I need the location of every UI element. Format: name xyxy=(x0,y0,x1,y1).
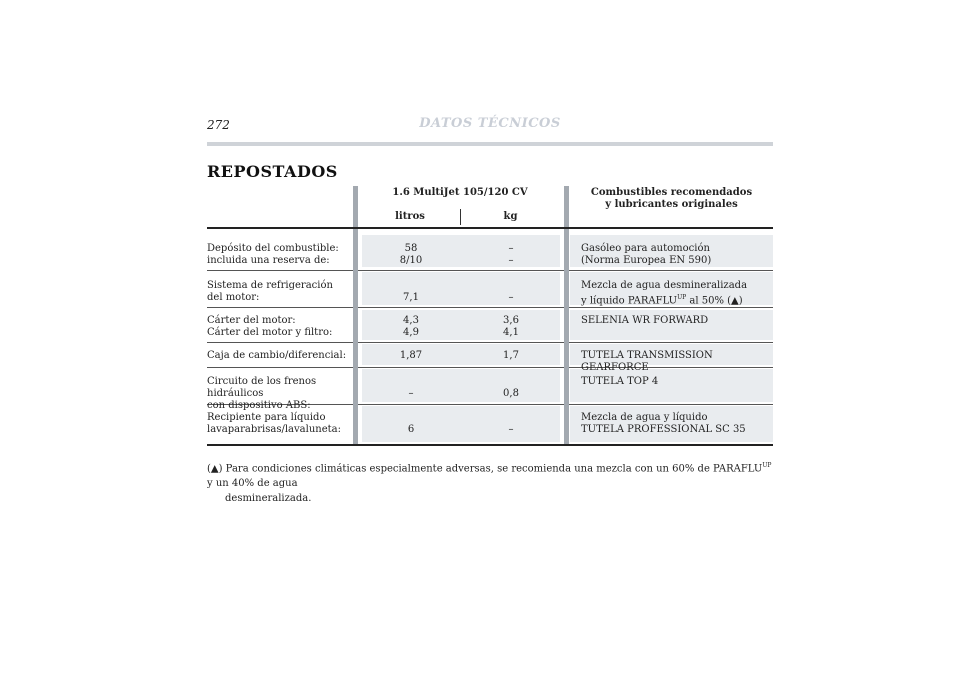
fuel-value xyxy=(581,280,771,307)
row-label xyxy=(207,243,352,267)
fuel-line: TUTELA TRANSMISSION GEARFORCE xyxy=(581,350,713,373)
kg-value xyxy=(462,350,560,362)
fuel-value xyxy=(581,315,771,327)
liters-line: 4,3 xyxy=(403,315,419,326)
kg-value xyxy=(462,412,560,436)
fuel-line: Mezcla de agua desmineralizada xyxy=(581,280,748,291)
row-label-line: incluida una reserva de: xyxy=(207,255,330,266)
liters-line: 58 xyxy=(404,243,418,254)
kg-line: – xyxy=(508,292,514,303)
section-title: REPOSTADOS xyxy=(207,162,338,181)
vertical-bar-left xyxy=(353,186,358,446)
fuel-line: Gasóleo para automoción xyxy=(581,243,710,254)
kg-line: 0,8 xyxy=(503,388,519,399)
kg-line: – xyxy=(508,243,514,254)
liters-line: 8/10 xyxy=(399,255,423,266)
liters-value xyxy=(362,412,460,436)
kg-value xyxy=(462,315,560,339)
liters-line: – xyxy=(408,388,414,399)
liters-line xyxy=(362,412,460,424)
row-label-line: del motor: xyxy=(207,292,260,303)
fuel-text: al 50% (▲) xyxy=(686,295,743,307)
kg-value xyxy=(462,243,560,267)
row-label-line: Cárter del motor y filtro: xyxy=(207,327,333,338)
liters-line: 7,1 xyxy=(403,292,419,303)
kg-line: 3,6 xyxy=(503,315,519,326)
kg-value xyxy=(462,280,560,304)
row-label-line: Recipiente para líquido xyxy=(207,412,326,423)
liters-value xyxy=(362,350,460,362)
fuel-value xyxy=(581,243,771,267)
row-label xyxy=(207,280,352,304)
row-label-line: lavaparabrisas/lavaluneta: xyxy=(207,424,341,435)
vertical-bar-right xyxy=(564,186,569,446)
liters-line xyxy=(362,376,460,388)
liters-line xyxy=(362,280,460,292)
table-rule-bottom xyxy=(207,444,773,446)
page-number: 272 xyxy=(207,118,230,132)
row-label-line: Cárter del motor: xyxy=(207,315,296,326)
footnote-text: y un 40% de agua xyxy=(207,478,298,490)
row-separator xyxy=(207,342,773,343)
fuel-superscript: UP xyxy=(677,294,687,301)
footnote-superscript: UP xyxy=(762,462,772,469)
kg-line xyxy=(462,280,560,292)
fuel-line: Mezcla de agua y líquido xyxy=(581,412,708,423)
fuel-line: TUTELA PROFESSIONAL SC 35 xyxy=(581,424,746,435)
engine-column-header: 1.6 MultiJet 105/120 CV xyxy=(392,187,528,198)
row-label xyxy=(207,376,352,412)
kg-line: – xyxy=(508,255,514,266)
kg-value xyxy=(462,376,560,400)
kg-line: – xyxy=(508,424,514,435)
fuel-header-line-1: Combustibles recomendados xyxy=(590,187,753,198)
footnote xyxy=(207,458,773,506)
fuel-value xyxy=(581,412,771,436)
fuel-line xyxy=(581,292,771,307)
fuel-line: (Norma Europea EN 590) xyxy=(581,255,712,266)
row-label-line: Circuito de los frenos hidráulicos xyxy=(207,376,317,399)
row-label xyxy=(207,315,352,339)
row-label-line: Depósito del combustible: xyxy=(207,243,339,254)
kg-line: 4,1 xyxy=(503,327,519,338)
liters-value xyxy=(362,243,460,267)
fuel-line: TUTELA TOP 4 xyxy=(581,376,659,387)
kg-line xyxy=(462,412,560,424)
row-label-line: Caja de cambio/diferencial: xyxy=(207,350,347,361)
fuel-text: y líquido PARAFLU xyxy=(581,295,678,307)
kg-line: 1,7 xyxy=(503,350,519,361)
fuel-line: SELENIA WR FORWARD xyxy=(581,315,709,326)
chapter-title: DATOS TÉCNICOS xyxy=(419,116,561,131)
kg-line xyxy=(462,376,560,388)
footnote-text: (▲) Para condiciones climáticas especialmente adversas, se recomienda una mezcla con un 60% de PARAFLU xyxy=(207,463,763,475)
row-separator xyxy=(207,270,773,271)
fuel-header-line-2: y lubricantes originales xyxy=(605,199,738,210)
table-rule-top xyxy=(207,227,773,229)
unit-header-kg: kg xyxy=(503,211,518,222)
liters-line: 6 xyxy=(407,424,415,435)
liters-value xyxy=(362,376,460,400)
liters-line: 4,9 xyxy=(403,327,419,338)
row-label-line: con dispositivo ABS: xyxy=(207,400,311,411)
footnote-continuation: desmineralizada. xyxy=(225,493,312,505)
header-rule xyxy=(207,142,773,146)
row-label-line: Sistema de refrigeración xyxy=(207,280,333,291)
liters-line: 1,87 xyxy=(399,350,423,361)
row-label xyxy=(207,412,352,436)
row-label xyxy=(207,350,352,362)
fuel-value xyxy=(581,376,771,388)
liters-value xyxy=(362,280,460,304)
fuel-value xyxy=(581,350,771,374)
fuel-column-header xyxy=(570,187,773,211)
liters-value xyxy=(362,315,460,339)
unit-header-liters: litros xyxy=(395,211,425,222)
